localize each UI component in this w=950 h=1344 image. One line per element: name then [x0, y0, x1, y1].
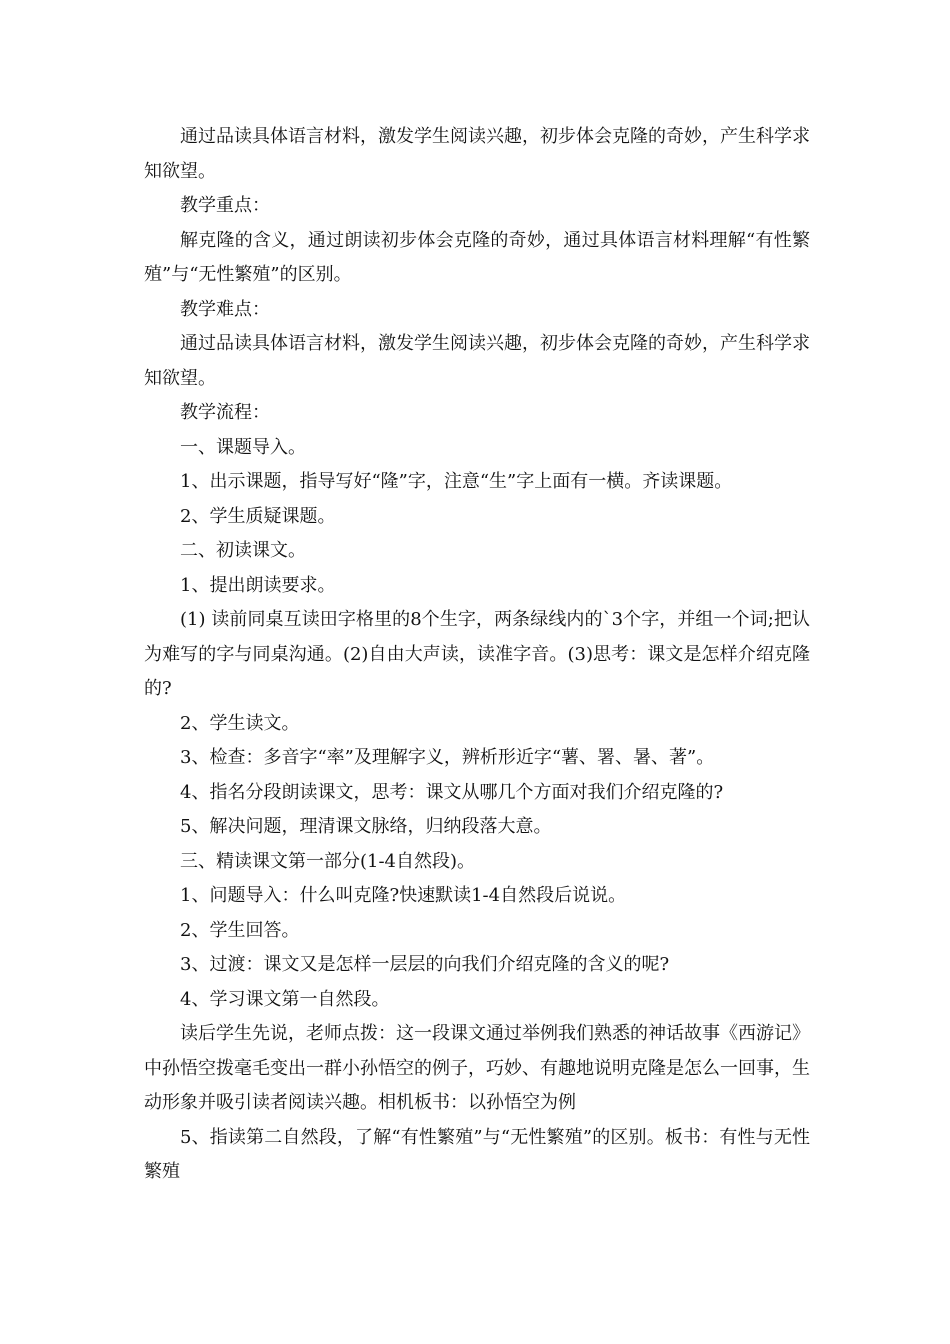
heading-teaching-process: 教学流程： [180, 402, 270, 423]
section-topic-intro: 一、课题导入。 [180, 436, 306, 458]
list-item: 1、问题导入：什么叫克隆?快速默读1-4自然段后说说。 [180, 885, 627, 906]
list-item: 4、指名分段朗读课文，思考：课文从哪几个方面对我们介绍克隆的? [180, 781, 724, 803]
list-item: 3、过渡：课文又是怎样一层层的向我们介绍克隆的含义的呢? [180, 954, 670, 975]
paragraph-key-points: 解克隆的含义，通过朗读初步体会克隆的奇妙，通过具体语言材料理解“有性繁殖”与“无性繁殖”的区别。 [144, 229, 810, 285]
heading-difficulties: 教学难点： [180, 298, 270, 320]
section-close-reading: 三、精读课文第一部分(1-4自然段)。 [180, 850, 476, 872]
document-body [144, 120, 810, 1190]
heading-key-points: 教学重点： [180, 195, 270, 216]
list-item: 2、学生读文。 [180, 712, 300, 734]
paragraph-discussion: 读后学生先说，老师点拨：这一段课文通过举例我们熟悉的神话故事《西游记》中孙悟空拨毫毛变出一群小孙悟空的例子，巧妙、有趣地说明克隆是怎么一回事，生动形象并吸引读者阅读兴趣。相机板书：以孙悟空为例 [144, 1023, 810, 1113]
list-item: (1) 读前同桌互读田字格里的8个生字，两条绿线内的`3个字，并组一个词;把认为难写的字与同桌沟通。(2)自由大声读，读准字音。(3)思考：课文是怎样介绍克隆的? [144, 609, 810, 699]
paragraph-goal-text: 通过品读具体语言材料，激发学生阅读兴趣，初步体会克隆的奇妙，产生科学求知欲望。 [144, 126, 810, 182]
list-item: 1、提出朗读要求。 [180, 574, 336, 596]
list-item: 5、解决问题，理清课文脉络，归纳段落大意。 [180, 816, 552, 837]
list-item: 2、学生质疑课题。 [180, 505, 336, 527]
paragraph-difficulties: 通过品读具体语言材料，激发学生阅读兴趣，初步体会克隆的奇妙，产生科学求知欲望。 [144, 333, 810, 389]
list-item: 1、出示课题，指导写好“隆”字，注意“生”字上面有一横。齐读课题。 [180, 471, 733, 492]
list-item: 2、学生回答。 [180, 919, 300, 941]
list-item: 3、检查：多音字“率”及理解字义，辨析形近字“薯、署、暑、著”。 [180, 747, 715, 768]
list-item: 4、学习课文第一自然段。 [180, 988, 390, 1010]
list-item: 5、指读第二自然段，了解“有性繁殖”与“无性繁殖”的区别。板书：有性与无性繁殖 [144, 1126, 810, 1182]
section-first-reading: 二、初读课文。 [180, 540, 306, 561]
